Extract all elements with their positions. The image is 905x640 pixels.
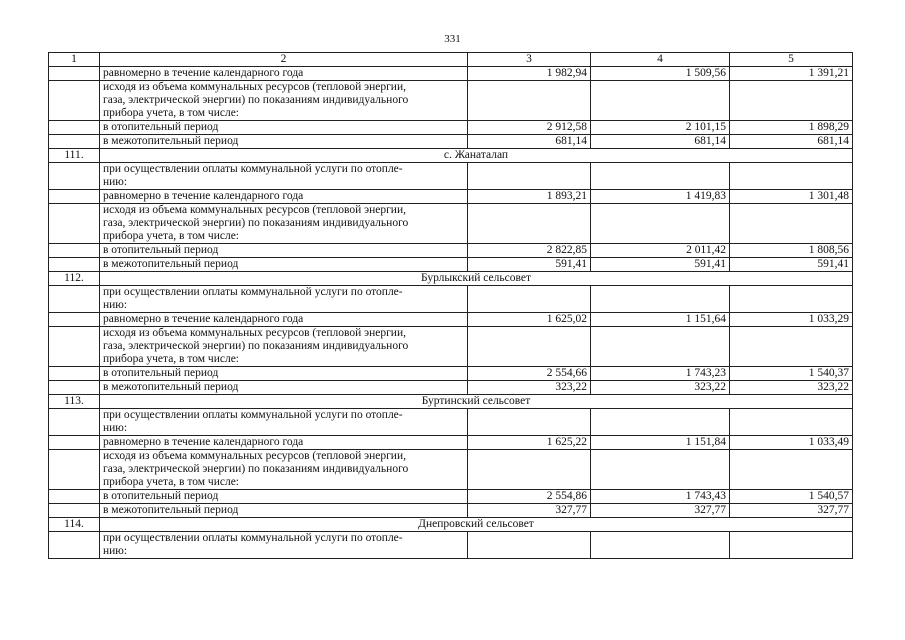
row-label: в межотопительный период	[100, 135, 468, 149]
value-col-3: 2 822,85	[468, 244, 591, 258]
row-label-line: при осуществлении оплаты коммунальной услуги по отопле-	[103, 163, 403, 175]
value-col-5: 591,41	[730, 258, 853, 272]
value-col-4: 591,41	[591, 258, 730, 272]
value-col-4: 323,22	[591, 381, 730, 395]
row-label-line: исходя из объема коммунальных ресурсов (тепловой энергии,	[103, 327, 406, 339]
value-col-3: 2 554,86	[468, 490, 591, 504]
row-label-line: при осуществлении оплаты коммунальной услуги по отопле-	[103, 286, 403, 298]
row-label: в межотопительный период	[100, 258, 468, 272]
header-row	[49, 53, 853, 67]
section-index: 114.	[49, 518, 100, 532]
table-row	[49, 532, 853, 559]
index-cell	[49, 313, 100, 327]
row-label-line: газа, электрической энергии) по показаниям индивидуального	[103, 217, 409, 229]
index-cell	[49, 204, 100, 244]
row-label-line: прибора учета, в том числе:	[103, 353, 239, 365]
table-row	[49, 258, 853, 272]
section-header-row	[49, 149, 853, 163]
table-row	[49, 327, 853, 367]
index-cell	[49, 367, 100, 381]
value-col-5: 1 898,29	[730, 121, 853, 135]
value-col-3	[468, 204, 591, 244]
page-number: 331	[444, 33, 461, 45]
value-col-3: 2 912,58	[468, 121, 591, 135]
row-label-line: нию:	[103, 545, 128, 557]
table-row	[49, 504, 853, 518]
table-row	[49, 381, 853, 395]
value-col-3	[468, 327, 591, 367]
table-row	[49, 490, 853, 504]
table-row	[49, 81, 853, 121]
table-row	[49, 190, 853, 204]
section-header-row	[49, 272, 853, 286]
value-col-3: 2 554,66	[468, 367, 591, 381]
tariff-table	[48, 52, 853, 559]
index-cell	[49, 327, 100, 367]
section-title: с. Жанаталап	[100, 149, 853, 163]
row-label-line: прибора учета, в том числе:	[103, 230, 239, 242]
row-label-line: при осуществлении оплаты коммунальной услуги по отопле-	[103, 409, 403, 421]
index-cell	[49, 409, 100, 436]
value-col-5	[730, 532, 853, 559]
table-row	[49, 286, 853, 313]
row-label-line: прибора учета, в том числе:	[103, 476, 239, 488]
index-cell	[49, 135, 100, 149]
value-col-4: 1 419,83	[591, 190, 730, 204]
index-cell	[49, 436, 100, 450]
section-index: 111.	[49, 149, 100, 163]
index-cell	[49, 258, 100, 272]
header-col-2: 2	[100, 53, 468, 67]
row-label	[100, 204, 468, 244]
value-col-5: 681,14	[730, 135, 853, 149]
value-col-4	[591, 532, 730, 559]
value-col-5: 327,77	[730, 504, 853, 518]
index-cell	[49, 532, 100, 559]
value-col-5: 1 301,48	[730, 190, 853, 204]
row-label	[100, 163, 468, 190]
value-col-4	[591, 327, 730, 367]
index-cell	[49, 450, 100, 490]
row-label-line: исходя из объема коммунальных ресурсов (тепловой энергии,	[103, 450, 406, 462]
value-col-5: 1 033,29	[730, 313, 853, 327]
table-row	[49, 163, 853, 190]
row-label: в межотопительный период	[100, 381, 468, 395]
value-col-4: 327,77	[591, 504, 730, 518]
row-label	[100, 81, 468, 121]
table-row	[49, 436, 853, 450]
value-col-3: 681,14	[468, 135, 591, 149]
index-cell	[49, 190, 100, 204]
value-col-4: 681,14	[591, 135, 730, 149]
row-label-line: нию:	[103, 176, 128, 188]
row-label: в отопительный период	[100, 367, 468, 381]
row-label: в межотопительный период	[100, 504, 468, 518]
row-label: равномерно в течение календарного года	[100, 67, 468, 81]
value-col-4: 1 743,23	[591, 367, 730, 381]
row-label: равномерно в течение календарного года	[100, 436, 468, 450]
value-col-5: 323,22	[730, 381, 853, 395]
value-col-3: 1 893,21	[468, 190, 591, 204]
row-label	[100, 409, 468, 436]
value-col-5	[730, 450, 853, 490]
value-col-4	[591, 286, 730, 313]
table-row	[49, 135, 853, 149]
section-title: Буртинский сельсовет	[100, 395, 853, 409]
value-col-4	[591, 163, 730, 190]
index-cell	[49, 163, 100, 190]
row-label	[100, 327, 468, 367]
row-label: в отопительный период	[100, 121, 468, 135]
value-col-3	[468, 409, 591, 436]
table-row	[49, 244, 853, 258]
value-col-3	[468, 81, 591, 121]
row-label-line: прибора учета, в том числе:	[103, 107, 239, 119]
value-col-5	[730, 286, 853, 313]
section-index: 113.	[49, 395, 100, 409]
value-col-4: 1 151,84	[591, 436, 730, 450]
table-row	[49, 204, 853, 244]
index-cell	[49, 286, 100, 313]
value-col-5: 1 540,37	[730, 367, 853, 381]
value-col-3: 1 625,22	[468, 436, 591, 450]
value-col-4: 1 151,64	[591, 313, 730, 327]
table-row	[49, 367, 853, 381]
value-col-3: 1 982,94	[468, 67, 591, 81]
table-row	[49, 450, 853, 490]
row-label-line: исходя из объема коммунальных ресурсов (тепловой энергии,	[103, 81, 406, 93]
row-label-line: при осуществлении оплаты коммунальной услуги по отопле-	[103, 532, 403, 544]
row-label: в отопительный период	[100, 490, 468, 504]
value-col-3	[468, 163, 591, 190]
value-col-4: 1 743,43	[591, 490, 730, 504]
value-col-4: 1 509,56	[591, 67, 730, 81]
value-col-5: 1 033,49	[730, 436, 853, 450]
value-col-3	[468, 532, 591, 559]
table-row	[49, 121, 853, 135]
value-col-5	[730, 204, 853, 244]
row-label-line: газа, электрической энергии) по показаниям индивидуального	[103, 340, 409, 352]
index-cell	[49, 504, 100, 518]
table-row	[49, 313, 853, 327]
value-col-3: 1 625,02	[468, 313, 591, 327]
index-cell	[49, 121, 100, 135]
index-cell	[49, 81, 100, 121]
value-col-3	[468, 286, 591, 313]
row-label-line: нию:	[103, 299, 128, 311]
value-col-3: 327,77	[468, 504, 591, 518]
value-col-4	[591, 81, 730, 121]
row-label	[100, 286, 468, 313]
value-col-5: 1 391,21	[730, 67, 853, 81]
value-col-4: 2 101,15	[591, 121, 730, 135]
section-header-row	[49, 518, 853, 532]
index-cell	[49, 244, 100, 258]
value-col-5	[730, 163, 853, 190]
value-col-5: 1 808,56	[730, 244, 853, 258]
value-col-3: 591,41	[468, 258, 591, 272]
value-col-5	[730, 409, 853, 436]
row-label-line: исходя из объема коммунальных ресурсов (тепловой энергии,	[103, 204, 406, 216]
index-cell	[49, 67, 100, 81]
row-label: равномерно в течение календарного года	[100, 190, 468, 204]
header-col-4: 4	[591, 53, 730, 67]
value-col-4	[591, 450, 730, 490]
table-row	[49, 67, 853, 81]
index-cell	[49, 381, 100, 395]
value-col-4	[591, 409, 730, 436]
section-title: Бурлыкский сельсовет	[100, 272, 853, 286]
value-col-4: 2 011,42	[591, 244, 730, 258]
row-label	[100, 532, 468, 559]
row-label	[100, 450, 468, 490]
row-label-line: нию:	[103, 422, 128, 434]
header-col-3: 3	[468, 53, 591, 67]
table-row	[49, 409, 853, 436]
row-label-line: газа, электрической энергии) по показаниям индивидуального	[103, 463, 409, 475]
row-label: равномерно в течение календарного года	[100, 313, 468, 327]
section-index: 112.	[49, 272, 100, 286]
value-col-5	[730, 81, 853, 121]
section-title: Днепровский сельсовет	[100, 518, 853, 532]
index-cell	[49, 490, 100, 504]
header-col-5: 5	[730, 53, 853, 67]
value-col-5	[730, 327, 853, 367]
header-col-1: 1	[49, 53, 100, 67]
value-col-4	[591, 204, 730, 244]
row-label-line: газа, электрической энергии) по показаниям индивидуального	[103, 94, 409, 106]
value-col-3: 323,22	[468, 381, 591, 395]
value-col-3	[468, 450, 591, 490]
section-header-row	[49, 395, 853, 409]
row-label: в отопительный период	[100, 244, 468, 258]
value-col-5: 1 540,57	[730, 490, 853, 504]
